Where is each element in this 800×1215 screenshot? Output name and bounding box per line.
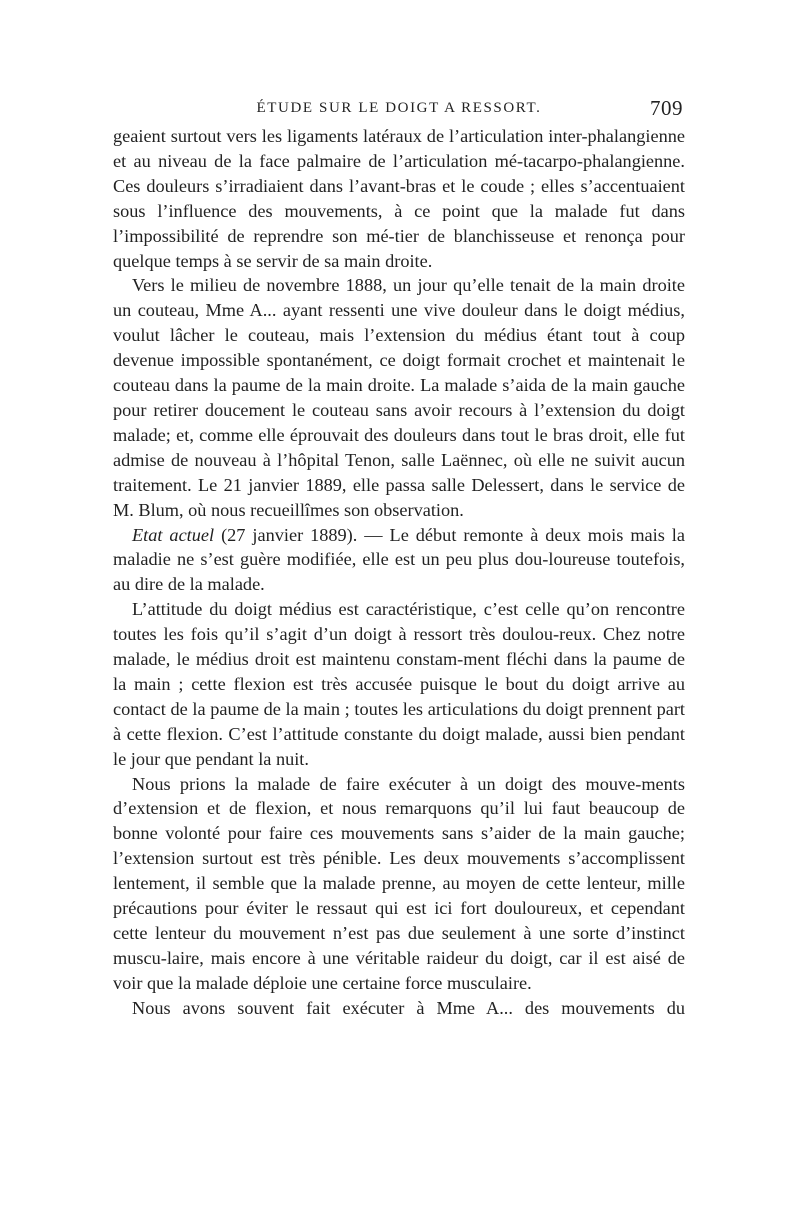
paragraph-continuation: geaient surtout vers les ligaments latéraux de l’articulation inter-phalangienne et au niveau de la face palmaire de l’articulation mé-tacarpo-phalangienne. Ces douleurs s’irradiaient dans l’avant-bras et le coude ; elles s’accentuaient sous l’influence des mouvements, à ce point que la malade fut dans l’impossibilité de reprendre son mé-tier de blanchisseuse et renonça pour quelque temps à se servir de sa main droite. <box>113 126 685 271</box>
etat-actuel-text: (27 janvier 1889). — Le début remonte à deux mois mais la maladie ne s’est guère modifiée, elle est un peu plus dou-loureuse toutefois, au dire de la malade. <box>113 524 685 595</box>
paragraph-final-line: Nous avons souvent fait exécuter à Mme A... des mouvements du <box>132 997 685 1018</box>
paragraph-etat-actuel <box>113 523 685 598</box>
running-title: ÉTUDE SUR LE DOIGT A RESSORT. <box>256 100 542 116</box>
paragraph-mouvements: Nous prions la malade de faire exécuter à un doigt des mouve-ments d’extension et de flexion, et nous remarquons qu’il lui faut beaucoup de bonne volonté pour faire ces mouvements sans s’aider de la main gauche; l’extension surtout est très pénible. Les deux mouvements s’accomplissent lentement, il semble que la malade prenne, au moyen de cette lenteur, mille précautions pour éviter le ressaut qui est ici fort douloureux, et cependant cette lenteur du mouvement n’est pas due seulement à une sorte d’instinct muscu-laire, mais encore à une véritable raideur du doigt, car il est aisé de voir que la malade déploie une certaine force musculaire. <box>113 773 685 993</box>
running-header <box>113 96 685 126</box>
body-text <box>113 124 685 1021</box>
paragraph-attitude: L’attitude du doigt médius est caractéristique, c’est celle qu’on rencontre toutes les fois qu’il s’agit d’un doigt à ressort très doulou-reux. Chez notre malade, le médius droit est maintenu constam-ment fléchi dans la paume de la main ; cette flexion est très accusée puisque le bout du doigt arrive au contact de la paume de la main ; toutes les articulations du doigt prennent part à cette flexion. C’est l’attitude constante du doigt malade, aussi bien pendant le jour que pendant la nuit. <box>113 599 685 769</box>
etat-actuel-lead: Etat actuel <box>132 524 215 545</box>
paragraph-november-1888: Vers le milieu de novembre 1888, un jour qu’elle tenait de la main droite un couteau, Mme A... ayant ressenti une vive douleur dans le doigt médius, voulut lâcher le couteau, mais l’extension du médius étant tout à coup devenue impossible spontanément, ce doigt formait crochet et maintenait le couteau dans la paume de la main droite. La malade s’aida de la main gauche pour retirer doucement le couteau sans avoir recours à l’extension du doigt malade; et, comme elle éprouvait des douleurs dans tout le bras droit, elle fut admise de nouveau à l’hôpital Tenon, salle Laënnec, où elle ne suivit aucun traitement. Le 21 janvier 1889, elle passa salle Delessert, dans le service de M. Blum, où nous recueillîmes son observation. <box>113 275 685 520</box>
page-number: 709 <box>650 96 683 120</box>
